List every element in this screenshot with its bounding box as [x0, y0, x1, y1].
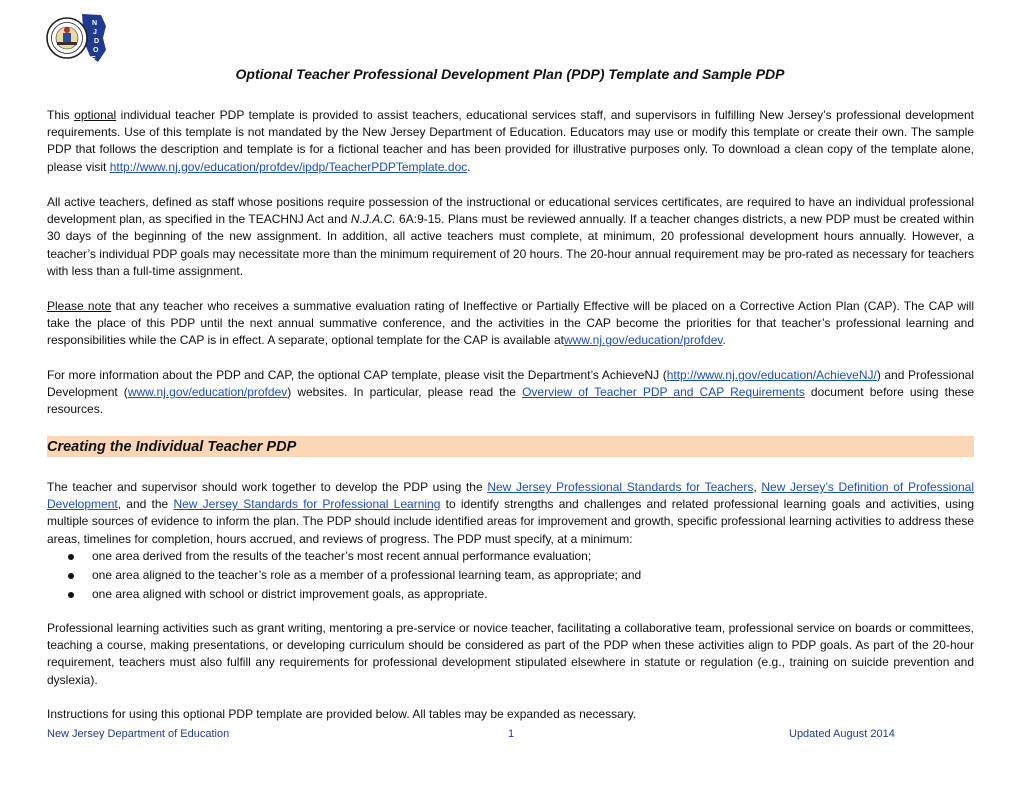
list-item: one area derived from the results of the teacher’s most recent annual performance evaluation;: [68, 547, 641, 566]
list-item: one area aligned to the teacher’s role as a member of a professional learning team, as appropriate; and: [68, 566, 641, 585]
creating-pdp-paragraph: The teacher and supervisor should work together to develop the PDP using the New Jersey Professional Standards for Teachers, New Jersey’s Definition of Professional Development, and the New Jersey Standards for Professional Learning to identify strengths and challenges and related professional learning goals and activities, using multiple sources of evidence to inform the plan. The PDP should include identified areas for improvement and growth, specific professional learning activities to address these areas, timelines for completion, hours accrued, and reviews of progress. The PDP must specify, at a minimum:: [47, 480, 974, 546]
logo-letter-d: D: [94, 38, 100, 45]
njdoe-logo: [46, 12, 108, 64]
bullet-icon: [68, 573, 74, 579]
overview-requirements-link[interactable]: Overview of Teacher PDP and CAP Requirements: [522, 385, 805, 400]
footer-page-number: 1: [508, 728, 515, 740]
bullet-icon: [68, 592, 74, 598]
footer-updated-date: Updated August 2014: [789, 728, 895, 740]
minimum-requirements-list: [68, 547, 641, 604]
footer-department: New Jersey Department of Education: [47, 728, 230, 740]
section-heading: Creating the Individual Teacher PDP: [47, 436, 974, 457]
logo-letter-o: O: [93, 47, 99, 54]
logo-letter-n: N: [92, 20, 98, 27]
optional-underlined: optional: [74, 108, 117, 122]
standards-professional-learning-link[interactable]: New Jersey Standards for Professional Learning: [173, 497, 441, 512]
profdev-link[interactable]: www.nj.gov/education/profdev: [563, 333, 723, 348]
instructions-paragraph: Instructions for using this optional PDP template are provided below. All tables may be expanded as necessary.: [47, 707, 637, 721]
template-download-link[interactable]: http://www.nj.gov/education/profdev/ipdp/TeacherPDPTemplate.doc: [109, 159, 468, 174]
profdev-website-link[interactable]: www.nj.gov/education/profdev: [127, 385, 288, 400]
definition-of-pd-link[interactable]: New Jersey’s Definition of Professional Development: [47, 480, 974, 512]
document-title: Optional Teacher Professional Development Plan (PDP) Template and Sample PDP: [235, 66, 785, 82]
please-note-label: Please note: [47, 299, 112, 313]
list-item: one area aligned with school or district improvement goals, as appropriate.: [68, 585, 641, 604]
logo-letter-e: E: [91, 56, 96, 63]
logo-letter-j: J: [93, 29, 97, 36]
achievenj-link[interactable]: http://www.nj.gov/education/AchieveNJ/: [666, 368, 877, 382]
standards-for-teachers-link[interactable]: New Jersey Professional Standards for Teachers: [487, 480, 754, 494]
bullet-icon: [68, 554, 74, 560]
requirements-paragraph: All active teachers, defined as staff whose positions require possession of the instructional or educational services certificates, are required to have an individual professional development plan, as specified in the TEACHNJ Act and N.J.A.C. 6A:9-15. Plans must be reviewed annually. If a teacher changes districts, a new PDP must be created within 30 days of the beginning of the new assignment. In addition, all active teachers must complete, at minimum, 20 professional development hours annually. However, a teacher’s individual PDP goals may necessitate more than the minimum requirement of 20 hours. The 20-hour annual requirement may be pro-rated as necessary for teachers with less than a full-time assignment.: [47, 195, 974, 278]
please-note-paragraph: Please note that any teacher who receives a summative evaluation rating of Ineffective or Partially Effective will be placed on a Corrective Action Plan (CAP). The CAP will take the place of this PDP until the next annual summative conference, and the activities in the CAP become the priorities for that teacher’s professional learning and responsibilities while the CAP is in effect. A separate, optional template for the CAP is available atwww.nj.gov/education/profdev.: [47, 299, 974, 348]
intro-paragraph: This optional individual teacher PDP template is provided to assist teachers, educational services staff, and supervisors in fulfilling New Jersey’s professional development requirements. Use of this template is not mandated by the New Jersey Department of Education. Educators may use or modify this template or create their own. The sample PDP that follows the description and template is for a fictional teacher and has been provided for illustrative purposes only. To download a clean copy of the template alone, please visit http://www.nj.gov/education/profdev/ipdp/TeacherPDPTemplate.doc.: [47, 108, 974, 174]
professional-learning-activities-paragraph: Professional learning activities such as grant writing, mentoring a pre-service or novice teacher, facilitating a collaborative team, professional service on boards or committees, teaching a course, making presentations, or developing curriculum should be considered as part of the PDP when these activities align to PDP goals. As part of the 20-hour requirement, teachers must also fulfill any requirements for professional development stipulated elsewhere in statute or regulation (e.g., training on suicide prevention and dyslexia).: [47, 621, 974, 687]
more-information-paragraph: For more information about the PDP and CAP, the optional CAP template, please visit the Department’s AchieveNJ (http://www.nj.gov/education/AchieveNJ/) and Professional Development (www.nj.gov/education/profdev) websites. In particular, please read the Overview of Teacher PDP and CAP Requirements document before using these resources.: [47, 368, 975, 417]
